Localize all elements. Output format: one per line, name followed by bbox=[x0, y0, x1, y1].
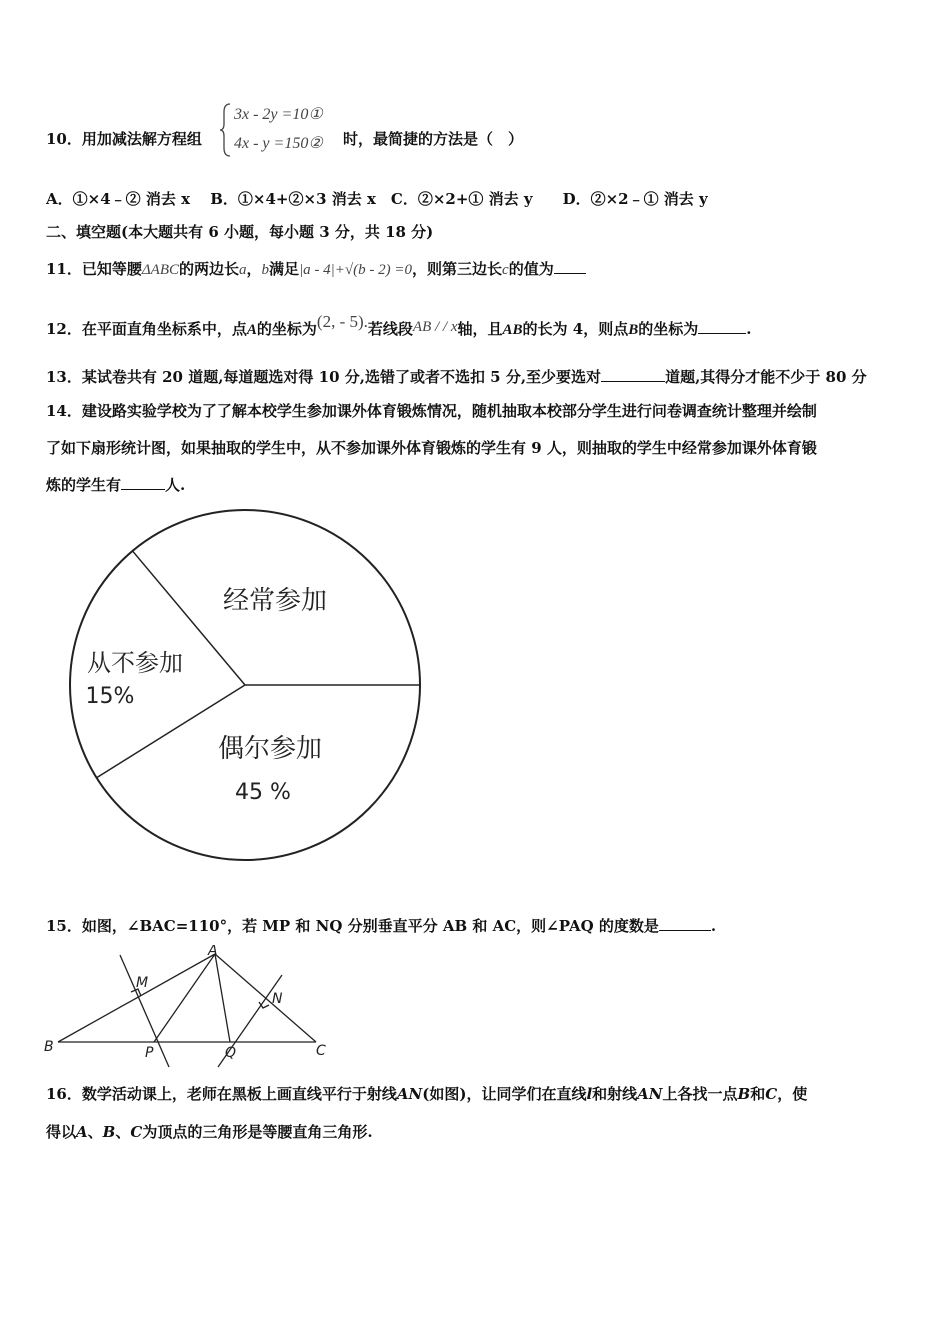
q16-text-6: ，使 bbox=[777, 1085, 808, 1103]
q14-text-2: 人. bbox=[165, 476, 186, 494]
point-label-p: P bbox=[145, 1045, 154, 1061]
q16-point-c: C bbox=[765, 1085, 778, 1103]
q11-text-1: 11．已知等腰 bbox=[46, 260, 142, 278]
q16-ray-an-2: AN bbox=[637, 1085, 663, 1103]
q10-label: 10．用加减法解方程组 bbox=[46, 130, 202, 148]
q11-comma: ， bbox=[246, 260, 262, 278]
q11-answer-blank[interactable] bbox=[554, 258, 586, 274]
q11-text-5: 的值为 bbox=[508, 260, 554, 278]
right-angle-n bbox=[259, 1002, 269, 1008]
point-label-b: B bbox=[44, 1039, 54, 1055]
q16-text-2: (如图)，让同学们在直线 bbox=[422, 1085, 587, 1103]
q16-text-1: 16．数学活动课上，老师在黑板上画直线平行于射线 bbox=[46, 1085, 397, 1103]
q16-point-a: A bbox=[76, 1123, 88, 1141]
q11-text-4: ，则第三边长 bbox=[412, 260, 503, 278]
q10-options: A．①×4﹣② 消去 x B．①×4+②×3 消去 x C．②×2+① 消去 y D．②×2﹣① 消去 y bbox=[46, 190, 708, 208]
q12-text-2: 的坐标为 bbox=[256, 320, 317, 338]
q14-line-3 bbox=[46, 474, 185, 495]
q12-text-3: 若线段 bbox=[367, 320, 413, 338]
point-label-n: N bbox=[272, 991, 283, 1007]
q16-text-3: 和射线 bbox=[592, 1085, 638, 1103]
pie-label-rarely: 偶尔参加 bbox=[217, 734, 323, 764]
q11-condition: |a - 4|+√(b - 2) =0 bbox=[299, 262, 413, 278]
pie-value-rarely: 45 % bbox=[235, 780, 291, 805]
q14-line-2: 了如下扇形统计图，如果抽取的学生中，从不参加课外体育锻炼的学生有 9 人，则抽取的学生中经常参加课外体育锻 bbox=[46, 439, 817, 457]
segment-ab bbox=[58, 954, 215, 1042]
q16-line-1 bbox=[46, 1083, 807, 1104]
q12-answer-blank[interactable] bbox=[698, 318, 746, 334]
q12-period: . bbox=[746, 320, 752, 338]
q13-answer-blank[interactable] bbox=[601, 366, 665, 382]
q11-stem bbox=[46, 258, 586, 279]
point-label-q: Q bbox=[225, 1045, 237, 1061]
q10-equation-system bbox=[220, 102, 350, 158]
pie-label-never: 从不参加 bbox=[87, 649, 183, 677]
q16-ray-an-1: AN bbox=[396, 1085, 423, 1103]
q16-point-b2: B bbox=[102, 1123, 116, 1141]
q15-stem bbox=[46, 915, 716, 936]
q11-var-c: c bbox=[502, 262, 509, 278]
point-label-c: C bbox=[316, 1043, 326, 1059]
q11-text-3: 满足 bbox=[269, 260, 300, 278]
q10-eq1: 3x - 2y =10① bbox=[234, 106, 323, 123]
q12-stem bbox=[46, 312, 752, 339]
q12-coord: (2, - 5). bbox=[316, 312, 368, 331]
q10-eq2: 4x - y =150② bbox=[234, 135, 323, 152]
q15-geometry-figure bbox=[44, 945, 334, 1073]
q16-sep-1: 、 bbox=[87, 1123, 103, 1141]
q11-var-b: b bbox=[261, 262, 270, 278]
pie-chart bbox=[55, 503, 445, 863]
q12-point-a: A bbox=[246, 322, 257, 338]
q16-point-c2: C bbox=[130, 1123, 143, 1141]
q16-line-2 bbox=[46, 1121, 373, 1142]
q16-text-5: 和 bbox=[750, 1085, 766, 1103]
pie-label-often: 经常参加 bbox=[222, 586, 328, 616]
q12-segment-ab: AB bbox=[502, 322, 523, 338]
q16-sep-2: 、 bbox=[115, 1123, 131, 1141]
q12-text-1: 12．在平面直角坐标系中，点 bbox=[46, 320, 247, 338]
q16-text-7: 得以 bbox=[46, 1123, 77, 1141]
q15-period: . bbox=[710, 917, 717, 935]
q12-point-b: B bbox=[628, 322, 639, 338]
q16-text-4: 上各找一点 bbox=[662, 1085, 738, 1103]
q13-stem bbox=[46, 366, 867, 387]
q10-tail: 时，最简捷的方法是（ ） bbox=[343, 130, 524, 148]
point-label-a: A bbox=[208, 945, 218, 959]
q15-text: 15．如图，∠BAC=110°，若 MP 和 NQ 分别垂直平分 AB 和 AC，则∠PAQ 的度数是 bbox=[46, 917, 659, 935]
left-brace-icon bbox=[220, 102, 232, 158]
q11-text-2: 的两边长 bbox=[179, 260, 240, 278]
q11-triangle: ΔABC bbox=[141, 262, 180, 278]
q14-line-1: 14．建设路实验学校为了了解本校学生参加课外体育锻炼情况，随机抽取本校部分学生进行问卷调查统计整理并绘制 bbox=[46, 402, 817, 420]
pie-value-never: 15% bbox=[85, 684, 135, 709]
q12-text-4: 轴，且 bbox=[457, 320, 503, 338]
segment-ap bbox=[154, 954, 215, 1042]
point-label-m: M bbox=[136, 975, 149, 991]
q15-answer-blank[interactable] bbox=[659, 915, 711, 931]
q16-point-b: B bbox=[737, 1085, 751, 1103]
q12-text-5: 的长为 4，则点 bbox=[522, 320, 629, 338]
q12-text-6: 的坐标为 bbox=[638, 320, 699, 338]
q14-answer-blank[interactable] bbox=[121, 474, 165, 490]
q14-text-1: 炼的学生有 bbox=[46, 476, 122, 494]
segment-aq bbox=[215, 954, 230, 1042]
q13-text-1: 13．某试卷共有 20 道题,每道题选对得 10 分,选错了或者不选扣 5 分,至少要选对 bbox=[46, 368, 602, 386]
q11-var-a: a bbox=[239, 262, 247, 278]
q16-text-8: 为顶点的三角形是等腰直角三角形. bbox=[142, 1123, 373, 1141]
q16-line-l: l bbox=[586, 1085, 593, 1103]
q10-stem bbox=[46, 128, 202, 149]
q13-text-2: 道题,其得分才能不少于 80 分 bbox=[665, 368, 867, 386]
section2-heading: 二、填空题(本大题共有 6 小题，每小题 3 分，共 18 分) bbox=[46, 223, 434, 241]
q12-parallel: AB / / x bbox=[412, 319, 458, 335]
